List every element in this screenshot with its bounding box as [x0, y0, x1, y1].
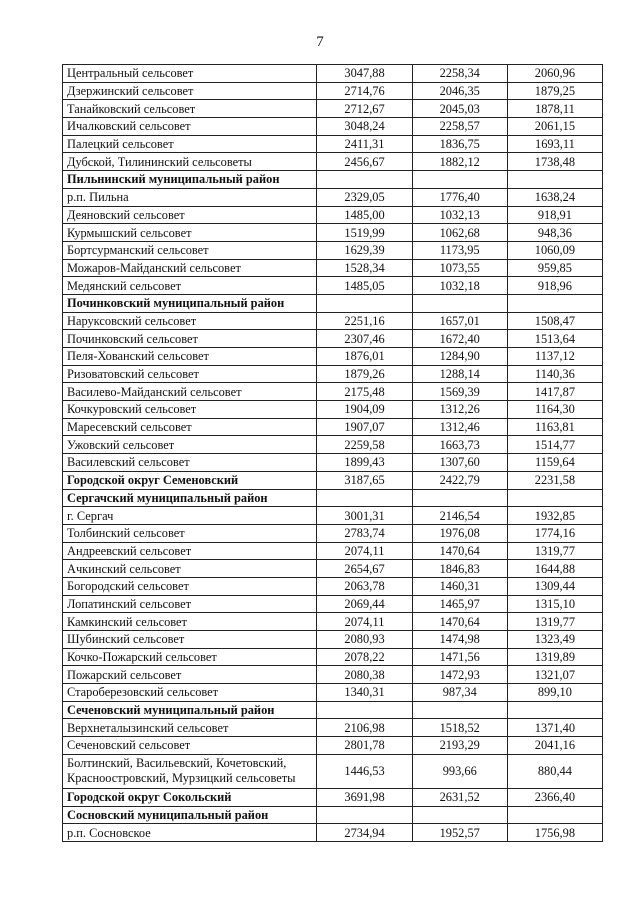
- table-row: [63, 737, 603, 755]
- row-name: Толбинский сельсовет: [63, 524, 317, 542]
- value-col2: 987,34: [412, 684, 507, 702]
- row-name: Пеля-Хованский сельсовет: [63, 348, 317, 366]
- value-col1: [317, 489, 412, 507]
- value-col1: 2106,98: [317, 719, 412, 737]
- section-row: [63, 471, 603, 489]
- value-col2: 1288,14: [412, 365, 507, 383]
- row-name: Сеченовский муниципальный район: [63, 701, 317, 719]
- row-name: Городской округ Сокольский: [63, 788, 317, 806]
- value-col3: 2041,16: [507, 737, 602, 755]
- value-col1: 3187,65: [317, 471, 412, 489]
- value-col2: 993,66: [412, 754, 507, 788]
- table-row: [63, 595, 603, 613]
- table-row: [63, 542, 603, 560]
- value-col1: 2712,67: [317, 100, 412, 118]
- value-col1: 2080,93: [317, 631, 412, 649]
- row-name: Богородский сельсовет: [63, 577, 317, 595]
- value-col1: [317, 701, 412, 719]
- row-name: Кочко-Пожарский сельсовет: [63, 648, 317, 666]
- table-row: [63, 188, 603, 206]
- value-col3: 1137,12: [507, 348, 602, 366]
- value-col1: 1340,31: [317, 684, 412, 702]
- value-col3: 1508,47: [507, 312, 602, 330]
- table-row: [63, 613, 603, 631]
- value-col1: 2329,05: [317, 188, 412, 206]
- value-col2: 1976,08: [412, 524, 507, 542]
- value-col1: 3691,98: [317, 788, 412, 806]
- row-name: Маресевский сельсовет: [63, 418, 317, 436]
- value-col3: 1319,89: [507, 648, 602, 666]
- value-col2: 1846,83: [412, 560, 507, 578]
- value-col2: 2631,52: [412, 788, 507, 806]
- row-name: г. Сергач: [63, 507, 317, 525]
- table-row: [63, 348, 603, 366]
- value-col3: [507, 171, 602, 189]
- value-col2: 1470,64: [412, 613, 507, 631]
- value-col3: 899,10: [507, 684, 602, 702]
- value-col1: 2175,48: [317, 383, 412, 401]
- value-col2: 1032,13: [412, 206, 507, 224]
- table-row: [63, 65, 603, 83]
- row-name: Бортсурманский сельсовет: [63, 241, 317, 259]
- value-col3: 1319,77: [507, 613, 602, 631]
- section-row: [63, 788, 603, 806]
- value-col1: 2080,38: [317, 666, 412, 684]
- table-row: [63, 330, 603, 348]
- value-col2: 1882,12: [412, 153, 507, 171]
- row-name: Верхнеталызинский сельсовет: [63, 719, 317, 737]
- value-col2: [412, 489, 507, 507]
- value-col1: [317, 171, 412, 189]
- table-row: [63, 454, 603, 472]
- value-col1: 3047,88: [317, 65, 412, 83]
- tariff-table: [62, 64, 603, 842]
- row-name: Василево-Майданский сельсовет: [63, 383, 317, 401]
- value-col2: 2422,79: [412, 471, 507, 489]
- value-col2: 1312,26: [412, 401, 507, 419]
- value-col1: 2783,74: [317, 524, 412, 542]
- value-col3: 2061,15: [507, 118, 602, 136]
- value-col2: 1663,73: [412, 436, 507, 454]
- row-name: Деяновский сельсовет: [63, 206, 317, 224]
- row-name: Лопатинский сельсовет: [63, 595, 317, 613]
- value-col1: 1907,07: [317, 418, 412, 436]
- value-col2: 1073,55: [412, 259, 507, 277]
- value-col3: 1638,24: [507, 188, 602, 206]
- page-number: 7: [316, 34, 324, 50]
- row-name: Сергачский муниципальный район: [63, 489, 317, 507]
- table-body: [63, 65, 603, 842]
- value-col3: 1164,30: [507, 401, 602, 419]
- value-col3: 1159,64: [507, 454, 602, 472]
- value-col3: 1309,44: [507, 577, 602, 595]
- row-name: Дубской, Тилининский сельсоветы: [63, 153, 317, 171]
- row-name: Ичалковский сельсовет: [63, 118, 317, 136]
- value-col3: 1060,09: [507, 241, 602, 259]
- value-col1: 1446,53: [317, 754, 412, 788]
- value-col3: [507, 701, 602, 719]
- value-col2: [412, 294, 507, 312]
- value-col3: 1417,87: [507, 383, 602, 401]
- value-col3: 1738,48: [507, 153, 602, 171]
- table-row: [63, 577, 603, 595]
- value-col1: 2714,76: [317, 82, 412, 100]
- row-name: Дзержинский сельсовет: [63, 82, 317, 100]
- value-col2: 1569,39: [412, 383, 507, 401]
- value-col2: 1836,75: [412, 135, 507, 153]
- value-col1: 2456,67: [317, 153, 412, 171]
- table-row: [63, 277, 603, 295]
- table-row: [63, 153, 603, 171]
- value-col2: 1312,46: [412, 418, 507, 436]
- value-col3: 1514,77: [507, 436, 602, 454]
- value-col1: 2259,58: [317, 436, 412, 454]
- value-col2: 2258,57: [412, 118, 507, 136]
- value-col1: 2251,16: [317, 312, 412, 330]
- value-col1: 1899,43: [317, 454, 412, 472]
- value-col3: 880,44: [507, 754, 602, 788]
- value-col2: 1460,31: [412, 577, 507, 595]
- value-col2: 1776,40: [412, 188, 507, 206]
- value-col3: 1323,49: [507, 631, 602, 649]
- table-row: [63, 365, 603, 383]
- value-col3: 918,96: [507, 277, 602, 295]
- row-name: Танайковский сельсовет: [63, 100, 317, 118]
- row-name: Сеченовский сельсовет: [63, 737, 317, 755]
- row-name: Палецкий сельсовет: [63, 135, 317, 153]
- table-row: [63, 383, 603, 401]
- value-col2: 2193,29: [412, 737, 507, 755]
- value-col2: [412, 806, 507, 824]
- row-name: Болтинский, Васильевский, Кочетовский, Красноостровский, Мурзицкий сельсоветы: [63, 754, 317, 788]
- value-col2: 1472,93: [412, 666, 507, 684]
- table-row: [63, 401, 603, 419]
- value-col2: 1470,64: [412, 542, 507, 560]
- row-name: Ачкинский сельсовет: [63, 560, 317, 578]
- value-col2: 1657,01: [412, 312, 507, 330]
- value-col3: 2060,96: [507, 65, 602, 83]
- row-name: Ризоватовский сельсовет: [63, 365, 317, 383]
- value-col1: 1629,39: [317, 241, 412, 259]
- row-name: Шубинский сельсовет: [63, 631, 317, 649]
- value-col2: 1284,90: [412, 348, 507, 366]
- row-name: Починковский муниципальный район: [63, 294, 317, 312]
- value-col1: 3001,31: [317, 507, 412, 525]
- row-name: Сосновский муниципальный район: [63, 806, 317, 824]
- row-name: Починковский сельсовет: [63, 330, 317, 348]
- value-col3: 1756,98: [507, 824, 602, 842]
- table-row: [63, 684, 603, 702]
- value-col1: 2734,94: [317, 824, 412, 842]
- table-row: [63, 118, 603, 136]
- row-name: р.п. Сосновское: [63, 824, 317, 842]
- value-col3: [507, 294, 602, 312]
- value-col3: 1879,25: [507, 82, 602, 100]
- value-col1: 1519,99: [317, 224, 412, 242]
- row-name: Городской округ Семеновский: [63, 471, 317, 489]
- section-row: [63, 489, 603, 507]
- value-col3: 1315,10: [507, 595, 602, 613]
- table-row: [63, 224, 603, 242]
- row-name: Василевский сельсовет: [63, 454, 317, 472]
- value-col1: 1485,00: [317, 206, 412, 224]
- section-row: [63, 171, 603, 189]
- value-col1: 2411,31: [317, 135, 412, 153]
- row-name: Староберезовский сельсовет: [63, 684, 317, 702]
- table-row: [63, 206, 603, 224]
- value-col2: [412, 171, 507, 189]
- row-name: Пильнинский муниципальный район: [63, 171, 317, 189]
- value-col1: 3048,24: [317, 118, 412, 136]
- value-col3: 2231,58: [507, 471, 602, 489]
- row-name: Ужовский сельсовет: [63, 436, 317, 454]
- table-row: [63, 135, 603, 153]
- table-row: [63, 418, 603, 436]
- value-col1: 1876,01: [317, 348, 412, 366]
- table-row: [63, 100, 603, 118]
- value-col3: [507, 489, 602, 507]
- value-col1: 2654,67: [317, 560, 412, 578]
- value-col3: 1932,85: [507, 507, 602, 525]
- value-col3: 1163,81: [507, 418, 602, 436]
- value-col3: [507, 806, 602, 824]
- value-col3: 1644,88: [507, 560, 602, 578]
- table-row: [63, 631, 603, 649]
- value-col2: 1307,60: [412, 454, 507, 472]
- row-name: Можаров-Майданский сельсовет: [63, 259, 317, 277]
- value-col2: 1465,97: [412, 595, 507, 613]
- row-name: Андреевский сельсовет: [63, 542, 317, 560]
- row-name: Наруксовский сельсовет: [63, 312, 317, 330]
- value-col2: 2045,03: [412, 100, 507, 118]
- value-col1: 2069,44: [317, 595, 412, 613]
- table-row: [63, 241, 603, 259]
- value-col3: 948,36: [507, 224, 602, 242]
- value-col1: 2307,46: [317, 330, 412, 348]
- value-col2: 2146,54: [412, 507, 507, 525]
- value-col1: [317, 294, 412, 312]
- value-col2: 1672,40: [412, 330, 507, 348]
- value-col2: 1173,95: [412, 241, 507, 259]
- value-col3: 959,85: [507, 259, 602, 277]
- value-col1: 2063,78: [317, 577, 412, 595]
- value-col1: 2074,11: [317, 542, 412, 560]
- value-col2: 2258,34: [412, 65, 507, 83]
- value-col2: 1952,57: [412, 824, 507, 842]
- table-row: [63, 507, 603, 525]
- value-col1: 1485,05: [317, 277, 412, 295]
- table-row: [63, 259, 603, 277]
- row-name: Камкинский сельсовет: [63, 613, 317, 631]
- value-col1: 2074,11: [317, 613, 412, 631]
- table-row: [63, 436, 603, 454]
- table-row: [63, 666, 603, 684]
- value-col3: 1321,07: [507, 666, 602, 684]
- row-name: Курмышский сельсовет: [63, 224, 317, 242]
- value-col3: 1319,77: [507, 542, 602, 560]
- value-col2: 2046,35: [412, 82, 507, 100]
- table-row: [63, 82, 603, 100]
- value-col3: 2366,40: [507, 788, 602, 806]
- table-row: [63, 312, 603, 330]
- row-name: Кочкуровский сельсовет: [63, 401, 317, 419]
- value-col2: 1032,18: [412, 277, 507, 295]
- table-row: [63, 524, 603, 542]
- table-row: [63, 560, 603, 578]
- value-col3: 1878,11: [507, 100, 602, 118]
- value-col3: 1140,36: [507, 365, 602, 383]
- value-col2: [412, 701, 507, 719]
- value-col1: [317, 806, 412, 824]
- row-name: Пожарский сельсовет: [63, 666, 317, 684]
- value-col3: 1774,16: [507, 524, 602, 542]
- table-row: [63, 648, 603, 666]
- value-col3: 918,91: [507, 206, 602, 224]
- row-name: Центральный сельсовет: [63, 65, 317, 83]
- value-col2: 1474,98: [412, 631, 507, 649]
- value-col2: 1471,56: [412, 648, 507, 666]
- section-row: [63, 701, 603, 719]
- row-name: Медянский сельсовет: [63, 277, 317, 295]
- value-col1: 2078,22: [317, 648, 412, 666]
- value-col3: 1513,64: [507, 330, 602, 348]
- value-col1: 1904,09: [317, 401, 412, 419]
- section-row: [63, 294, 603, 312]
- table-row: [63, 754, 603, 788]
- value-col1: 2801,78: [317, 737, 412, 755]
- value-col2: 1062,68: [412, 224, 507, 242]
- table-row: [63, 824, 603, 842]
- value-col1: 1528,34: [317, 259, 412, 277]
- section-row: [63, 806, 603, 824]
- value-col1: 1879,26: [317, 365, 412, 383]
- value-col2: 1518,52: [412, 719, 507, 737]
- value-col3: 1371,40: [507, 719, 602, 737]
- table-row: [63, 719, 603, 737]
- row-name: р.п. Пильна: [63, 188, 317, 206]
- value-col3: 1693,11: [507, 135, 602, 153]
